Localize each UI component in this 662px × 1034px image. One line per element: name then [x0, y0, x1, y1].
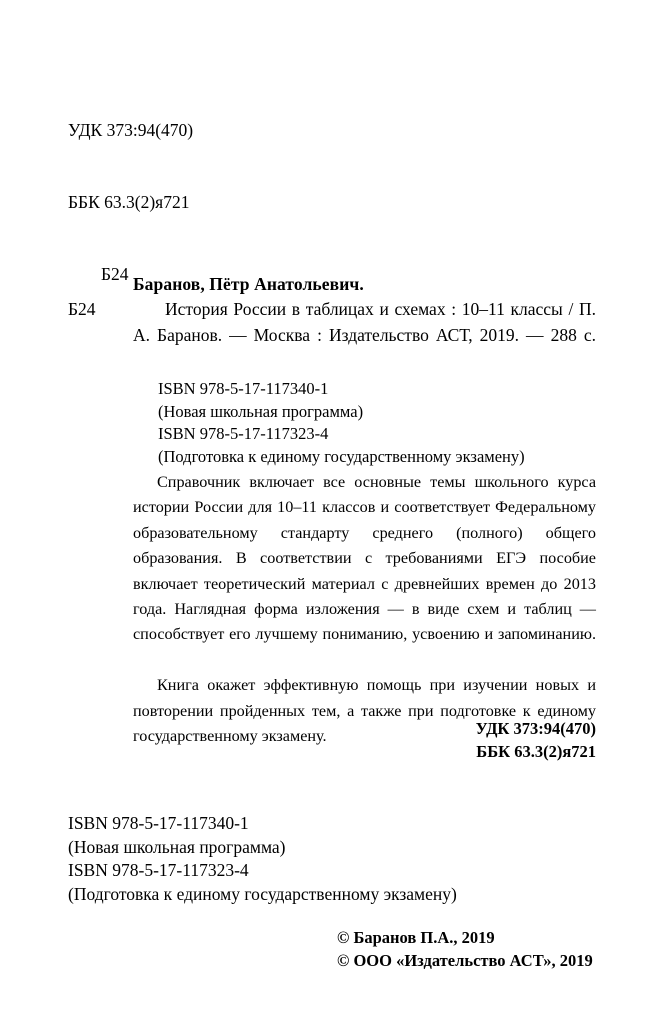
- copyright-block: [337, 926, 593, 972]
- record-author: Баранов, Пётр Анатольевич.: [133, 274, 364, 294]
- isbn-primary-upper: ISBN 978-5-17-117340-1: [158, 379, 329, 398]
- record-shelfmark: Б24: [68, 299, 96, 319]
- bibliographic-record: [68, 272, 596, 374]
- classification-block-repeat: [296, 718, 596, 763]
- copyright-author: © Баранов П.А., 2019: [337, 928, 495, 947]
- udk-code-top: УДК 373:94(470): [68, 120, 194, 140]
- bbk-code-repeat: ББК 63.3(2)я721: [476, 741, 596, 761]
- udk-code-repeat: УДК 373:94(470): [475, 719, 596, 738]
- isbn-block-lower: [68, 812, 457, 906]
- isbn-secondary-lower: ISBN 978-5-17-117323-4: [68, 860, 249, 880]
- copyright-publisher: © ООО «Издательство АСТ», 2019: [337, 951, 593, 970]
- isbn-secondary-upper: ISBN 978-5-17-117323-4: [158, 424, 329, 443]
- series-note-primary-lower: (Новая школьная программа): [68, 836, 286, 857]
- annotation-paragraph-1: Справочник включает все основные темы школьного курса истории России для 10–11 классов и соответствует Федеральному образовательному стандарту среднего (полного) общего образования. В соответствии с требованиями ЕГЭ пособие включает теоретический материал с древнейших времен до 2013 года. Наглядная форма изложения — в виде схем и таблиц — способствует его лучшему пониманию, усвоению и запоминанию.: [133, 473, 596, 644]
- series-note-secondary-lower: (Подготовка к единому государственному экзамену): [68, 883, 457, 904]
- isbn-primary-lower: ISBN 978-5-17-117340-1: [68, 813, 249, 833]
- shelfmark-code-top: Б24: [101, 264, 129, 284]
- bbk-code-top: ББК 63.3(2)я721: [68, 192, 190, 212]
- annotation-paragraph-2: Книга окажет эффективную помощь при изучении новых и повторении пройденных тем, а также при подготовке к единому государственному экзамену.: [133, 676, 596, 746]
- isbn-block-upper: [158, 378, 525, 468]
- record-body: [68, 297, 596, 374]
- series-note-primary-upper: (Новая школьная программа): [158, 401, 364, 421]
- record-description: История России в таблицах и схемах : 10–11 классы / П. А. Баранов. — Москва : Издательство АСТ, 2019. — 288 с.: [133, 299, 596, 345]
- series-note-secondary-upper: (Подготовка к единому государственному экзамену): [158, 446, 525, 466]
- annotation-text: [133, 470, 596, 749]
